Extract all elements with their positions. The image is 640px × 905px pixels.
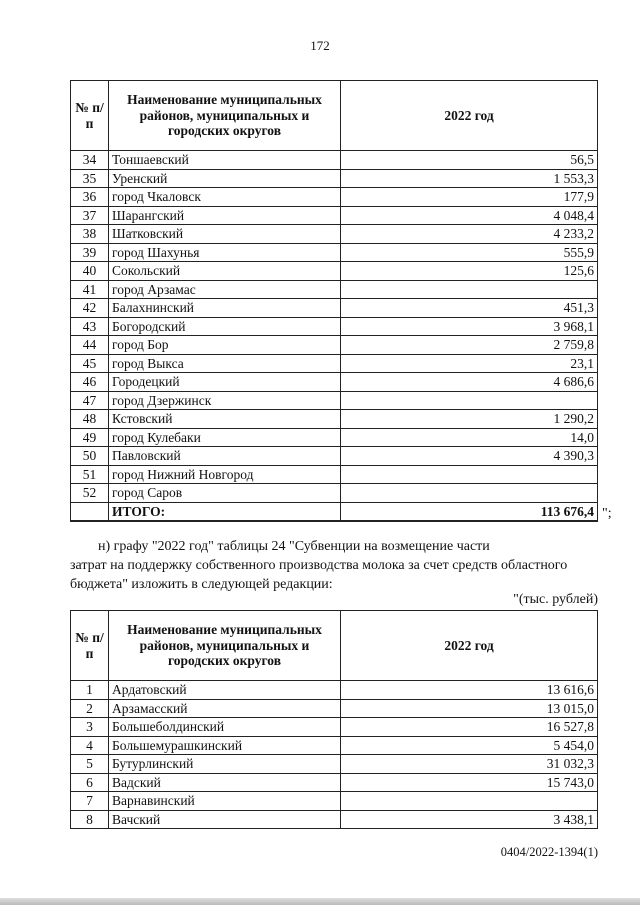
column-header-name: Наименование муниципальных районов, муниципальных и городских округов — [109, 81, 341, 151]
row-value — [341, 280, 598, 299]
units-note: "(тыс. рублей) — [513, 592, 598, 607]
row-number: 51 — [71, 465, 109, 484]
table-body — [71, 151, 598, 522]
table-row — [71, 718, 598, 737]
column-header-name: Наименование муниципальных районов, муниципальных и городских округов — [109, 611, 341, 681]
row-value — [341, 391, 598, 410]
row-name: город Саров — [109, 484, 341, 503]
row-name: Сокольский — [109, 262, 341, 281]
row-value — [341, 465, 598, 484]
table-row — [71, 151, 598, 170]
row-number: 36 — [71, 188, 109, 207]
row-name: Балахнинский — [109, 299, 341, 318]
table-row — [71, 428, 598, 447]
row-value: 23,1 — [341, 354, 598, 373]
table-row — [71, 447, 598, 466]
row-name: Тоншаевский — [109, 151, 341, 170]
row-value: 555,9 — [341, 243, 598, 262]
row-name: Вачский — [109, 810, 341, 829]
row-number: 35 — [71, 169, 109, 188]
row-value: 177,9 — [341, 188, 598, 207]
row-value: 3 968,1 — [341, 317, 598, 336]
row-name: Павловский — [109, 447, 341, 466]
row-name: город Шахунья — [109, 243, 341, 262]
row-number: 39 — [71, 243, 109, 262]
row-value: 3 438,1 — [341, 810, 598, 829]
row-value: 1 553,3 — [341, 169, 598, 188]
table-row — [71, 225, 598, 244]
total-label: ИТОГО: — [109, 502, 341, 521]
total-row — [71, 502, 598, 521]
total-number-cell — [71, 502, 109, 521]
row-number: 5 — [71, 755, 109, 774]
paragraph-first-line: н) графу "2022 год" таблицы 24 "Субвенции на возмещение части — [98, 539, 490, 554]
row-name: город Чкаловск — [109, 188, 341, 207]
row-value — [341, 484, 598, 503]
table-header-row — [71, 81, 598, 151]
row-number: 1 — [71, 681, 109, 700]
table-row — [71, 169, 598, 188]
row-number: 48 — [71, 410, 109, 429]
row-value: 4 048,4 — [341, 206, 598, 225]
row-value: 16 527,8 — [341, 718, 598, 737]
table-row — [71, 188, 598, 207]
row-name: город Арзамас — [109, 280, 341, 299]
table-row — [71, 373, 598, 392]
row-number: 3 — [71, 718, 109, 737]
table-row — [71, 755, 598, 774]
row-number: 49 — [71, 428, 109, 447]
table-row — [71, 699, 598, 718]
row-number: 37 — [71, 206, 109, 225]
document-code: 0404/2022-1394(1) — [500, 845, 598, 859]
row-value: 31 032,3 — [341, 755, 598, 774]
row-number: 44 — [71, 336, 109, 355]
row-number: 46 — [71, 373, 109, 392]
total-value: 113 676,4 — [341, 502, 598, 521]
row-name: Большемурашкинский — [109, 736, 341, 755]
row-number: 43 — [71, 317, 109, 336]
table-row — [71, 299, 598, 318]
row-number: 47 — [71, 391, 109, 410]
table-body — [71, 681, 598, 829]
table-row — [71, 391, 598, 410]
column-header-number: № п/п — [71, 81, 109, 151]
row-value: 125,6 — [341, 262, 598, 281]
row-value: 4 686,6 — [341, 373, 598, 392]
row-number: 41 — [71, 280, 109, 299]
table-row — [71, 410, 598, 429]
row-number: 4 — [71, 736, 109, 755]
row-name: Варнавинский — [109, 792, 341, 811]
row-number: 45 — [71, 354, 109, 373]
row-value: 13 015,0 — [341, 699, 598, 718]
row-name: город Бор — [109, 336, 341, 355]
table-row — [71, 465, 598, 484]
row-name: Городецкий — [109, 373, 341, 392]
table-header-row — [71, 611, 598, 681]
row-number: 2 — [71, 699, 109, 718]
row-name: Шарангский — [109, 206, 341, 225]
row-number: 7 — [71, 792, 109, 811]
row-value: 4 233,2 — [341, 225, 598, 244]
row-value: 56,5 — [341, 151, 598, 170]
row-value: 15 743,0 — [341, 773, 598, 792]
column-header-year: 2022 год — [341, 81, 598, 151]
table-row — [71, 336, 598, 355]
table-row — [71, 792, 598, 811]
row-number: 34 — [71, 151, 109, 170]
row-value: 2 759,8 — [341, 336, 598, 355]
row-name: Богородский — [109, 317, 341, 336]
row-name: Арзамасский — [109, 699, 341, 718]
row-name: город Нижний Новгород — [109, 465, 341, 484]
closing-quote-mark: "; — [602, 506, 612, 521]
row-name: Ардатовский — [109, 681, 341, 700]
row-number: 8 — [71, 810, 109, 829]
row-value — [341, 792, 598, 811]
page-number: 172 — [310, 38, 330, 53]
table-row — [71, 262, 598, 281]
row-value: 5 454,0 — [341, 736, 598, 755]
row-value: 4 390,3 — [341, 447, 598, 466]
row-name: Кстовский — [109, 410, 341, 429]
paragraph-continuation: затрат на поддержку собственного производства молока за счет средств областного бюджета" изложить в следующей редакции: — [70, 558, 568, 592]
table-row — [71, 354, 598, 373]
table-row — [71, 773, 598, 792]
row-name: Вадский — [109, 773, 341, 792]
table-row — [71, 810, 598, 829]
column-header-number: № п/п — [71, 611, 109, 681]
table-milk-subsidies — [70, 610, 598, 829]
row-number: 6 — [71, 773, 109, 792]
row-name: город Кулебаки — [109, 428, 341, 447]
table-row — [71, 280, 598, 299]
row-value: 14,0 — [341, 428, 598, 447]
row-number: 42 — [71, 299, 109, 318]
table-row — [71, 736, 598, 755]
table-row — [71, 206, 598, 225]
scan-edge — [0, 898, 640, 905]
row-name: Шатковский — [109, 225, 341, 244]
row-number: 50 — [71, 447, 109, 466]
table-row — [71, 681, 598, 700]
column-header-year: 2022 год — [341, 611, 598, 681]
row-number: 40 — [71, 262, 109, 281]
row-name: Бутурлинский — [109, 755, 341, 774]
row-name: Большеболдинский — [109, 718, 341, 737]
row-number: 52 — [71, 484, 109, 503]
row-value: 451,3 — [341, 299, 598, 318]
row-name: город Дзержинск — [109, 391, 341, 410]
row-value: 13 616,6 — [341, 681, 598, 700]
row-name: Уренский — [109, 169, 341, 188]
table-districts-continued — [70, 80, 598, 522]
row-number: 38 — [71, 225, 109, 244]
table-row — [71, 317, 598, 336]
row-name: город Выкса — [109, 354, 341, 373]
row-value: 1 290,2 — [341, 410, 598, 429]
table-row — [71, 484, 598, 503]
table-row — [71, 243, 598, 262]
